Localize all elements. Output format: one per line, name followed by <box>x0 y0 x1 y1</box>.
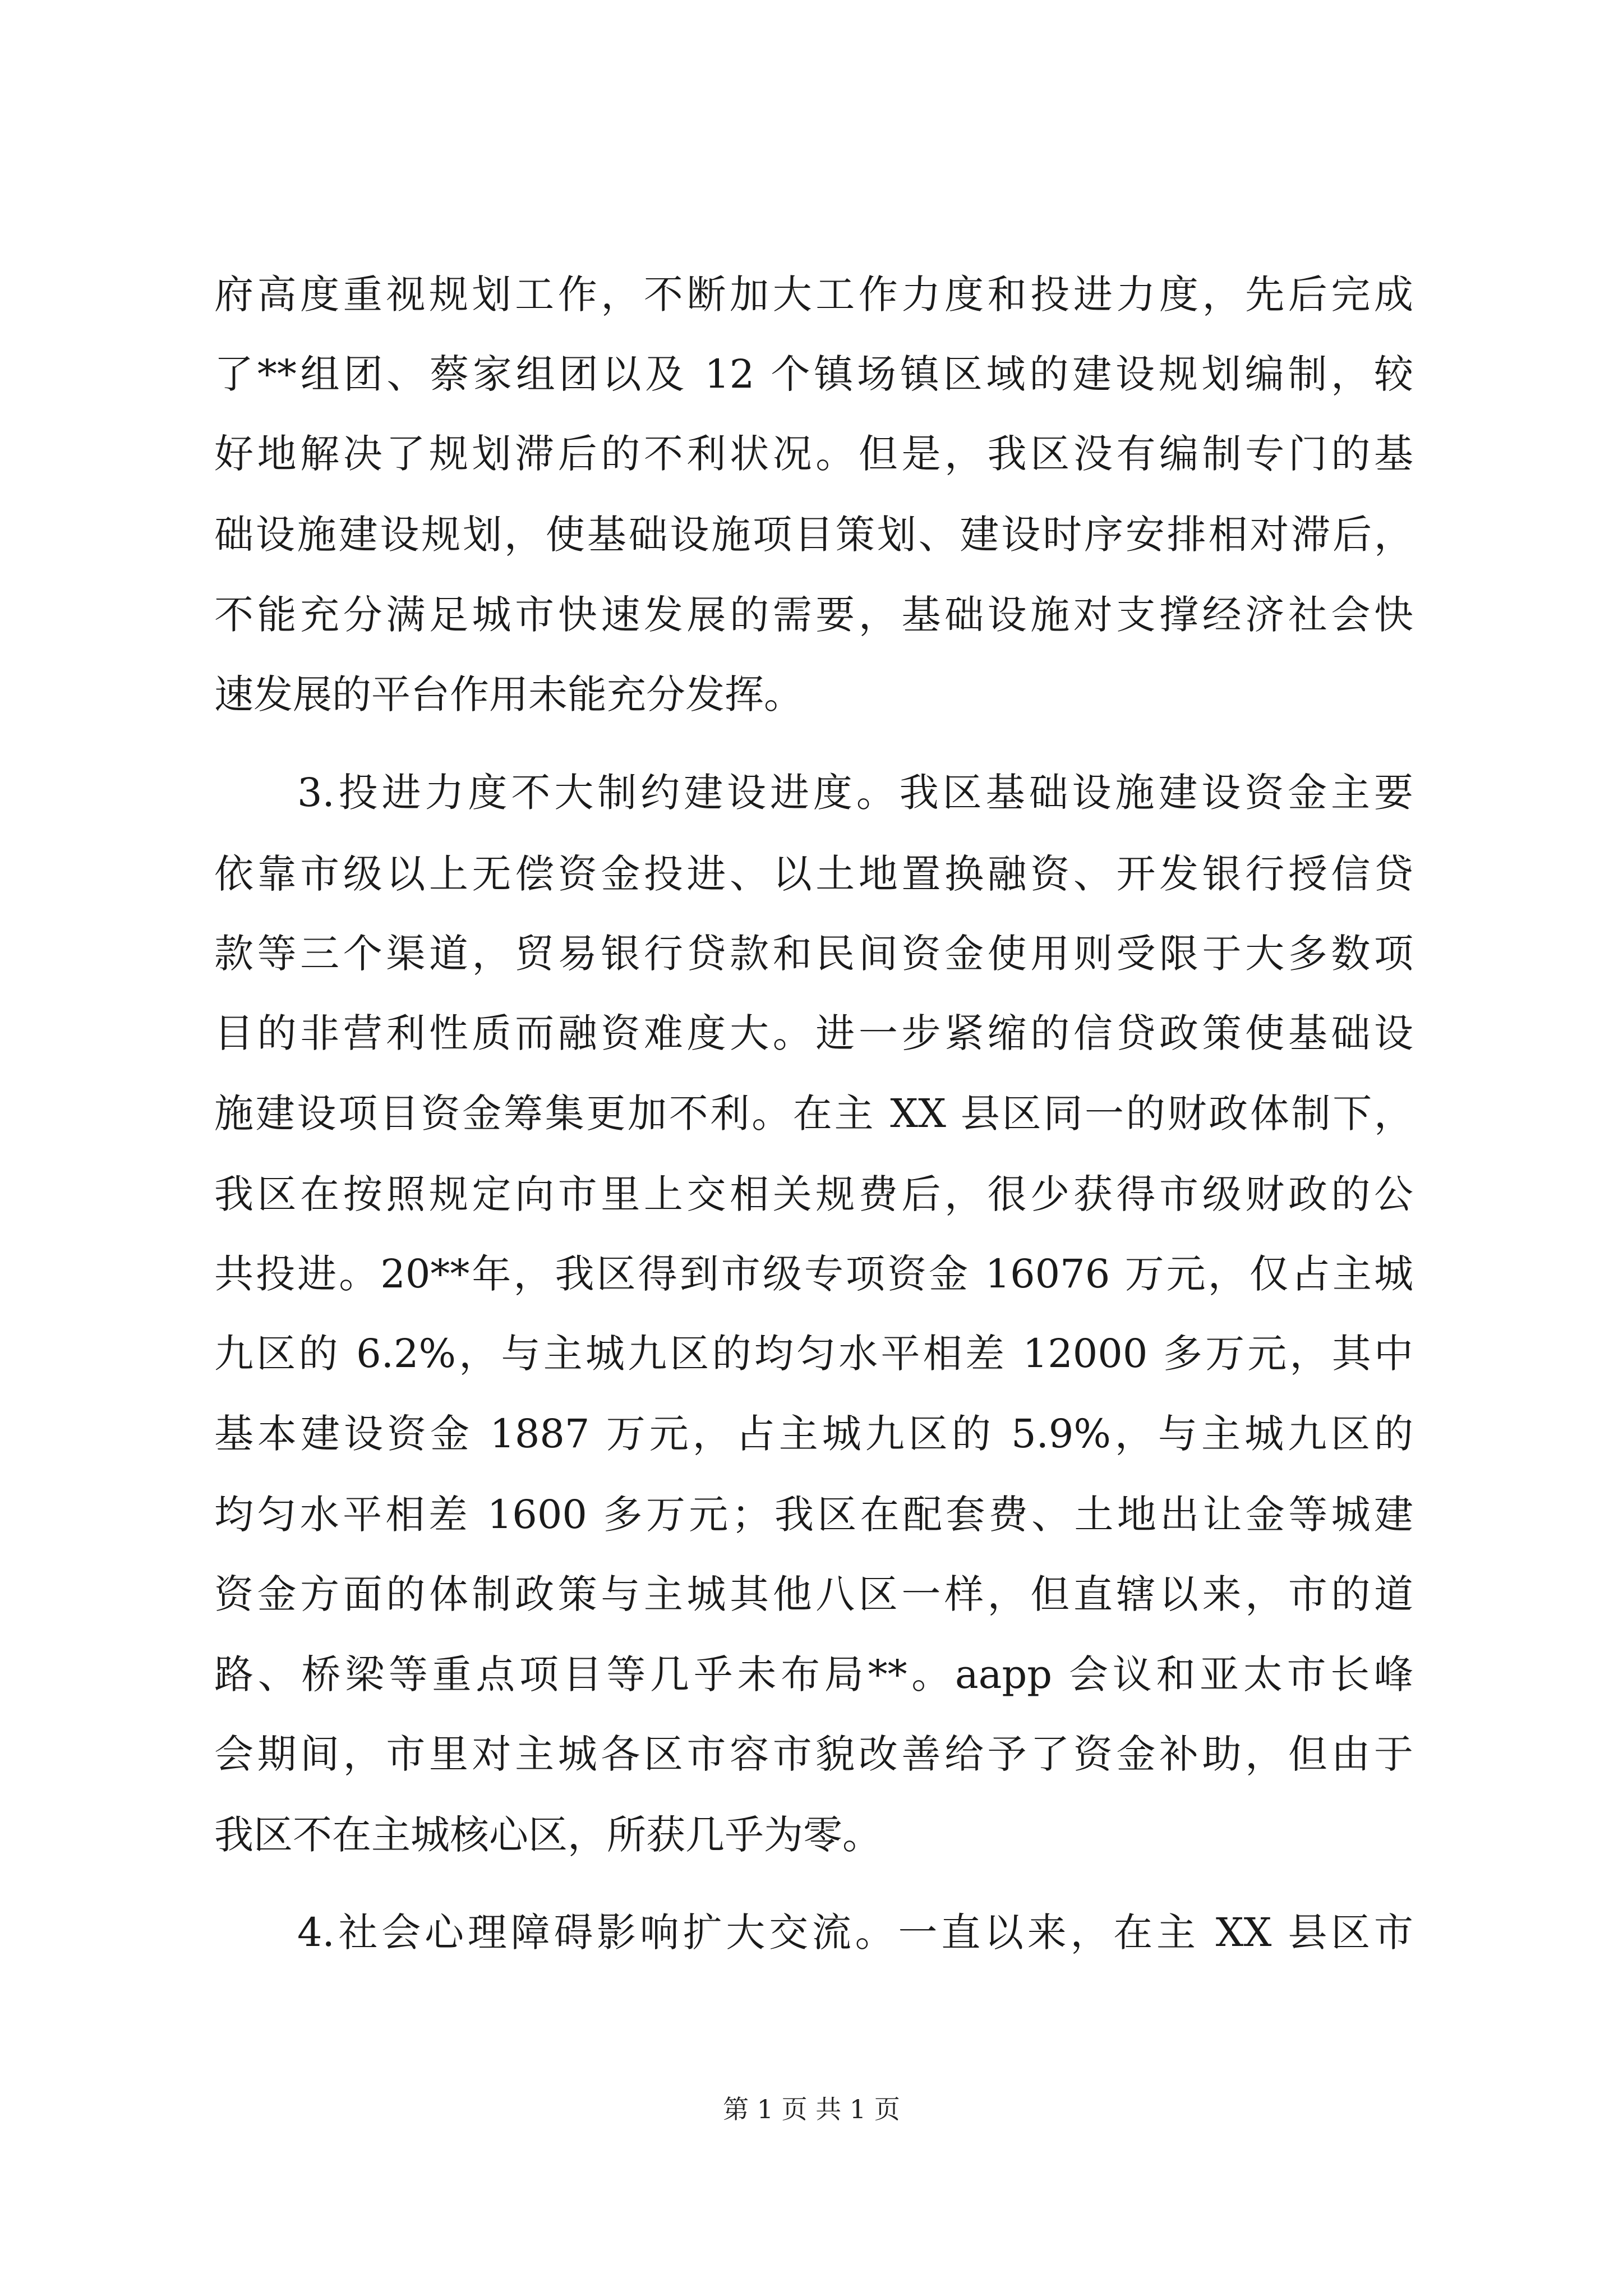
text-line: 了**组团、蔡家组团以及 12 个镇场镇区域的建设规划编制，较 <box>214 351 1413 397</box>
text-line: 均匀水平相差 1600 多万元；我区在配套费、土地出让金等城建 <box>214 1492 1413 1538</box>
text-line: 依靠市级以上无偿资金投进、以土地置换融资、开发银行授信贷 <box>214 851 1413 897</box>
page-footer: 第 1 页 共 1 页 <box>723 2094 900 2124</box>
text-line: 4.社会心理障碍影响扩大交流。一直以来，在主 XX 县区市 <box>297 1910 1413 1955</box>
text-line: 会期间，市里对主城各区市容市貌改善给予了资金补助，但由于 <box>214 1731 1413 1777</box>
text-line: 路、桥梁等重点项目等几乎未布局**。aapp 会议和亚太市长峰 <box>214 1651 1413 1697</box>
text-line: 共投进。20**年，我区得到市级专项资金 16076 万元，仅占主城 <box>214 1251 1413 1297</box>
text-line: 好地解决了规划滞后的不利状况。但是，我区没有编制专门的基 <box>214 431 1413 477</box>
text-line: 资金方面的体制政策与主城其他八区一样，但直辖以来，市的道 <box>214 1571 1413 1617</box>
text-line: 速发展的平台作用未能充分发挥。 <box>214 671 803 717</box>
text-line: 府高度重视规划工作，不断加大工作力度和投进力度，先后完成 <box>214 272 1413 318</box>
text-line: 施建设项目资金筹集更加不利。在主 XX 县区同一的财政体制下， <box>214 1091 1413 1137</box>
text-line: 础设施建设规划，使基础设施项目策划、建设时序安排相对滞后， <box>214 512 1413 558</box>
text-line: 款等三个渠道，贸易银行贷款和民间资金使用则受限于大多数项 <box>214 931 1413 977</box>
text-line: 不能充分满足城市快速发展的需要，基础设施对支撑经济社会快 <box>214 592 1413 638</box>
text-line: 目的非营利性质而融资难度大。进一步紧缩的信贷政策使基础设 <box>214 1010 1413 1056</box>
text-line: 九区的 6.2%，与主城九区的均匀水平相差 12000 多万元，其中 <box>214 1331 1413 1377</box>
text-line: 基本建设资金 1887 万元，占主城九区的 5.9%，与主城九区的 <box>214 1411 1413 1457</box>
text-line: 我区不在主城核心区，所获几乎为零。 <box>214 1812 882 1858</box>
text-line: 3.投进力度不大制约建设进度。我区基础设施建设资金主要 <box>297 770 1413 816</box>
text-line: 我区在按照规定向市里上交相关规费后，很少获得市级财政的公 <box>214 1171 1413 1217</box>
